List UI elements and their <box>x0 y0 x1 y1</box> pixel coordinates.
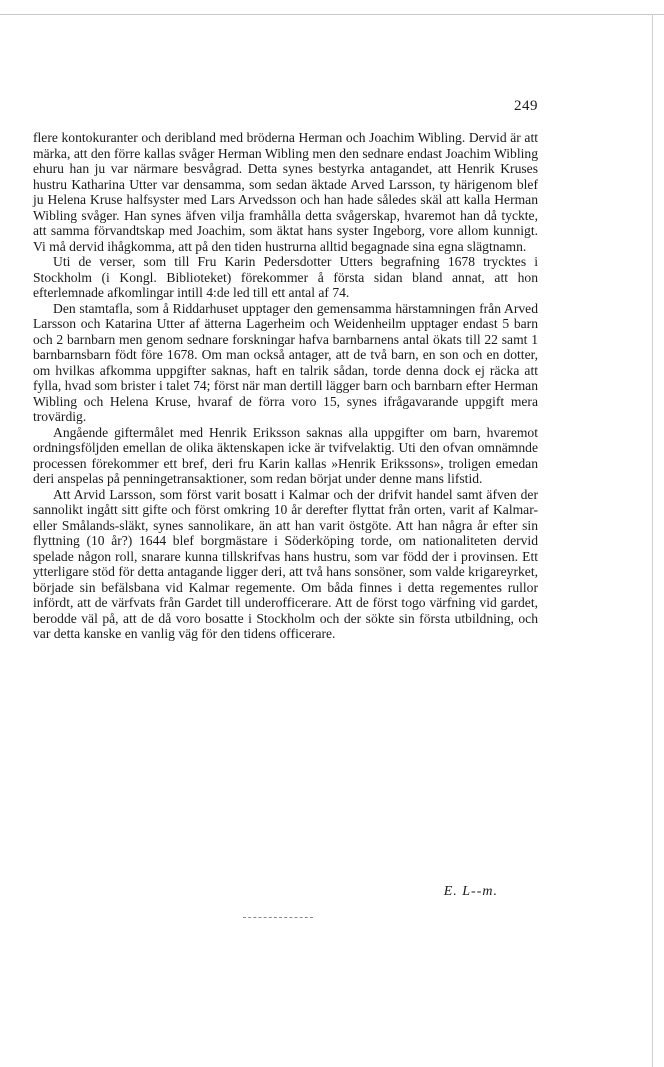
end-divider <box>243 917 313 918</box>
body-text <box>33 130 538 642</box>
right-page-edge <box>652 14 653 1067</box>
top-page-rule <box>0 14 664 15</box>
author-signature: E. L--m. <box>443 884 498 899</box>
paragraph-giftermal: Angående giftermålet med Henrik Eriksson saknas alla uppgifter om barn, hvaremot ordningsföljden emellan de olika äktenskapen icke är tvifvelaktig. Uti den ofvan omnämnde processen förekommer ett bref, deri fru Karin kallas »Henrik Erikssons», troligen emedan deri anspelas på penningetransaktioner, som redan börjat under denne mans lifstid. <box>33 424 538 486</box>
paragraph-arvid-larsson: Att Arvid Larsson, som först varit bosatt i Kalmar och der drifvit handel samt äfven der sannolikt ingått sitt gifte och först omkring 10 år derefter flyttat från orten, varit af Kalmar- eller Smålands-släkt, synes sannolikare, än att han varit östgöte. Att han några år efter sin flyttning (10 år?) 1644 blef borgmästare i Söderköping torde, om nationaliteten dervid spelade någon roll, snarare kunna tillskrifvas hans hustru, som var född der i provinsen. Ett ytterligare stöd för detta antagande ligger deri, att två hans sonsöner, som valde krigareyrket, började sin befälsbana vid Kalmar regemente. Om båda finnes i detta regementes rullor infördt, att de värfvats från Gardet till underofficerare. Att de först togo värfning vid gardet, berodde väl på, att de då voro bosatte i Stockholm och der sökte sin första utbildning, och var detta kanske en vanlig väg för den tidens officerare. <box>33 486 538 641</box>
paragraph-verses: Uti de verser, som till Fru Karin Pedersdotter Utters begrafning 1678 trycktes i Stockholm (i Kongl. Biblioteket) förekommer å första sidan bland annat, att hon efterlemnade afkomlingar intill 4:de led till ett antal af 74. <box>33 254 538 300</box>
paragraph-continued: flere kontokuranter och deribland med bröderna Herman och Joachim Wibling. Dervid är att märka, att den förre kallas svåger Herman Wibling men den sednare endast Joachim Wibling ehuru han ju var närmare besvågrad. Detta synes bestyrka antagandet, att Henrik Kruses hustru Katharina Utter var densamma, som sedan äktade Arved Larsson, ty härigenom blef ju Helena Kruse halfsyster med Lars Arvedsson och han hade således skäl att kalla Herman Wibling svåger. Han synes äfven vilja framhålla detta svågerskap, hvaremot han då tyckte, att samma förvandtskap med Joachim, som äktat hans syster Ingeborg, vore allom kunnigt. Vi må dervid ihågkomma, att på den tiden hustrurna alltid begagnade sina egna slägtnamn. <box>33 130 538 254</box>
page-number: 249 <box>514 98 538 114</box>
paragraph-stamtafla: Den stamtafla, som å Riddarhuset upptager den gemensamma härstamningen från Arved Larsson och Katarina Utter af ätterna Lagerheim och Weidenheilm upptager endast 5 barn och 2 barnbarn men genom sednare forskningar hafva barnbarnens antal ökats till 22 samt 1 barnbarnsbarn födt före 1678. Om man också antager, att de två barn, en son och en dotter, om hvilkas afkomma uppgifter saknas, haft en talrik sådan, torde denna dock ej räcka att fylla, hvad som brister i talet 74; först när man dertill lägger barn och barnbarn efter Herman Wibling och Helena Kruse, hvaraf de förra voro 15, synes ifrågavarande uppgift mera trovärdig. <box>33 300 538 424</box>
